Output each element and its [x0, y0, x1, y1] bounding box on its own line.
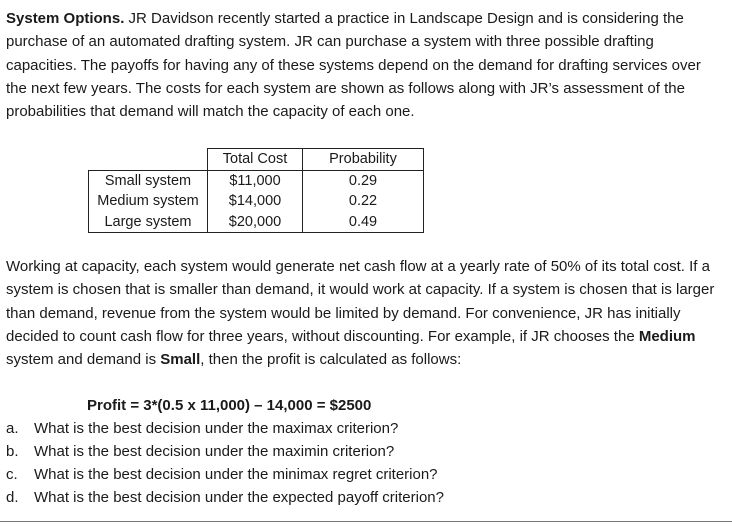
body-text-2: system and demand is: [6, 351, 161, 369]
question-text: What is the best decision under the maximin criterion?: [34, 443, 395, 460]
table-header-row: [89, 149, 424, 171]
body-bold-small: Small: [160, 351, 201, 369]
question-text: What is the best decision under the maximax criterion?: [34, 420, 399, 437]
table-header-total-cost: Total Cost: [208, 149, 303, 171]
system-cost: $20,000: [228, 213, 282, 230]
list-item: [6, 440, 444, 463]
list-item: [6, 417, 444, 440]
system-probability: 0.29: [348, 172, 378, 189]
intro-paragraph: [6, 7, 722, 123]
question-letter: b.: [6, 443, 19, 460]
body-bold-medium: Medium: [638, 327, 696, 345]
system-cost: $14,000: [228, 193, 282, 209]
list-item: [6, 486, 444, 509]
intro-title: System Options.: [6, 10, 125, 27]
body-text-1: Working at capacity, each system would generate net cash flow at a yearly rate of 50% of its total cost. If a system is chosen that is smaller than demand, it would work at capacity. If a system is chosen that is larger than demand, revenue from the system would be limited by demand. For convenience, JR has initially decided to count cash flow for three years, without discounting. For example, if JR chooses the: [6, 258, 715, 345]
body-text-3: , then the profit is calculated as follows:: [200, 351, 462, 369]
question-list: [6, 417, 444, 509]
question-letter: c.: [6, 466, 18, 483]
system-probabilities-cell: [303, 170, 424, 233]
system-names-cell: [89, 170, 208, 233]
intro-text: JR Davidson recently started a practice in Landscape Design and is considering the purchase of an automated drafting system. JR can purchase a system with three possible drafting capacities. The payoffs for having any of these systems depend on the demand for drafting services over the next few years. The costs for each system are shown as follows along with JR’s assessment of the probabilities that demand will match the capacity of each one.: [6, 10, 701, 121]
system-probability: 0.22: [348, 193, 378, 209]
table-header-probability: Probability: [303, 149, 424, 171]
system-name: Large system: [104, 213, 192, 230]
question-text: What is the best decision under the minimax regret criterion?: [34, 466, 438, 483]
system-probability: 0.49: [348, 213, 378, 230]
question-letter: d.: [6, 489, 19, 506]
question-letter: a.: [6, 420, 19, 437]
profit-formula: Profit = 3*(0.5 x 11,000) – 14,000 = $2500: [87, 397, 372, 414]
system-cost: $11,000: [229, 172, 281, 189]
bottom-divider: [0, 521, 732, 522]
list-item: [6, 463, 444, 486]
body-paragraph: [6, 255, 722, 371]
cost-probability-table: [88, 148, 424, 233]
system-name: Medium system: [97, 193, 199, 209]
table-row: [89, 170, 424, 233]
system-name: Small system: [104, 172, 192, 189]
question-text: What is the best decision under the expected payoff criterion?: [34, 489, 444, 506]
table-header-empty: [89, 149, 208, 171]
system-costs-cell: [208, 170, 303, 233]
